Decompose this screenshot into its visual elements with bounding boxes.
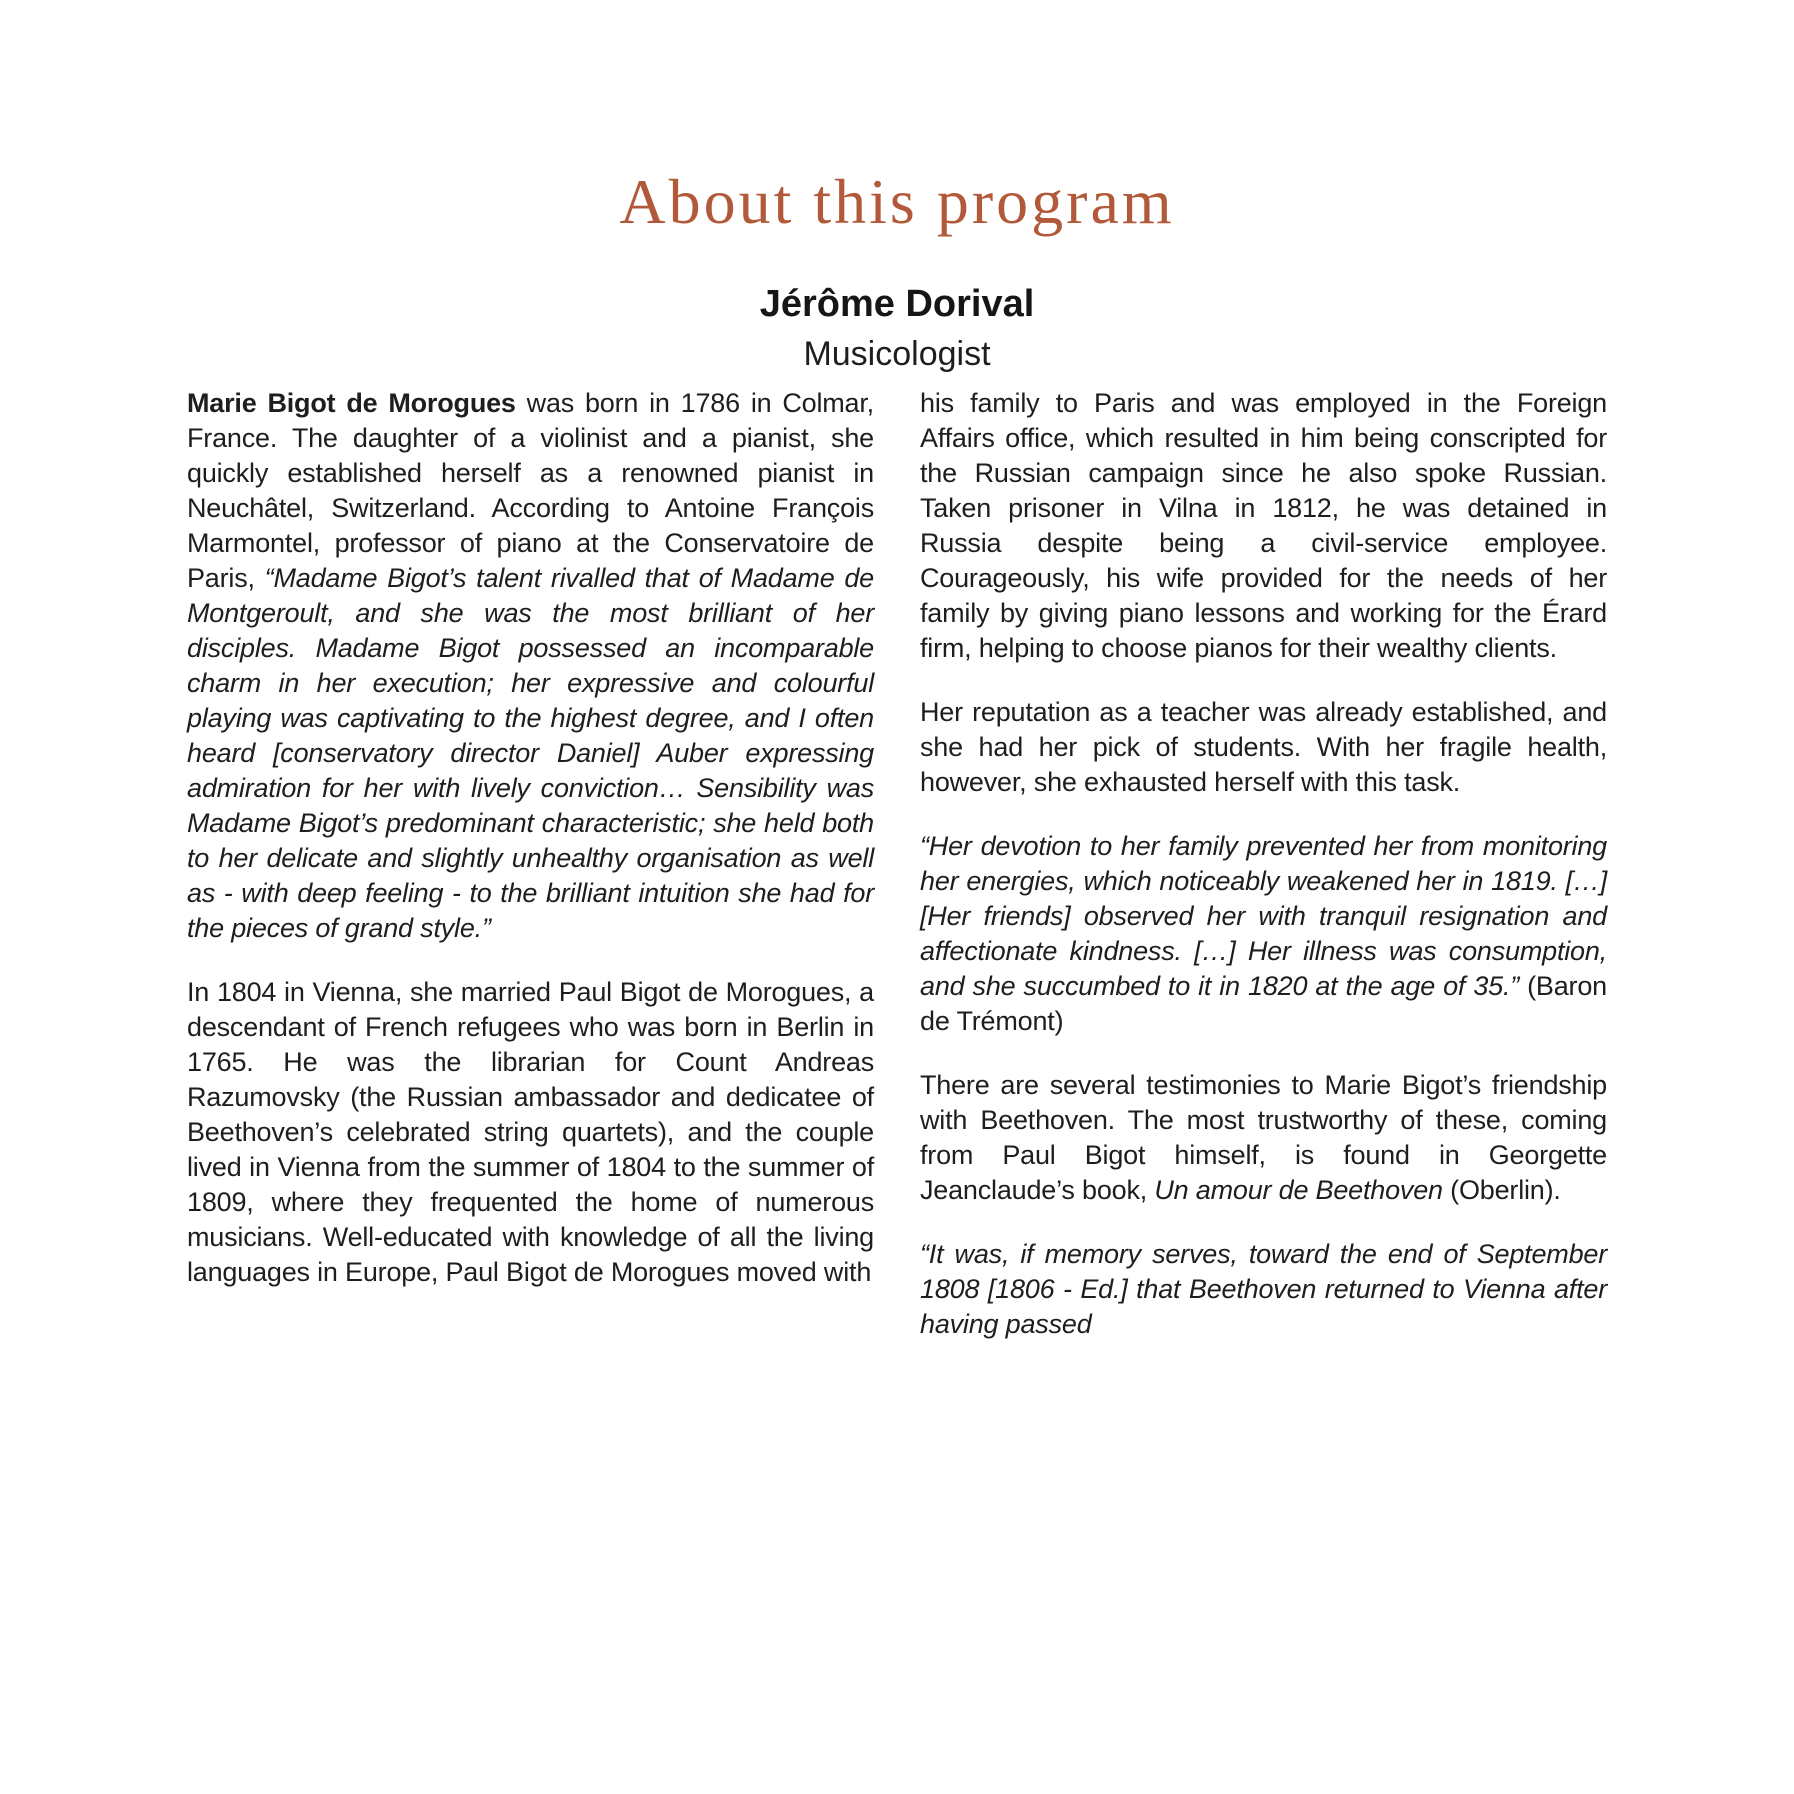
byline bbox=[0, 282, 1794, 374]
paragraph-paris-russia bbox=[920, 386, 1607, 666]
text-run: “Her devotion to her family prevented her from monitoring her energies, which noticeably weakened her in 1819. […] [Her friends] observed her with tranquil resignation and affectionate kindness. […] Her illness was consumption, and she succumbed to it in 1820 at the age of 35.” bbox=[920, 831, 1607, 1002]
header bbox=[0, 166, 1794, 374]
paragraph-bio-intro bbox=[187, 386, 874, 946]
text-run: In 1804 in Vienna, she married Paul Bigot de Morogues, a descendant of French refugees who was born in Berlin in 1765. He was the librarian for Count Andreas Razumovsky (the Russian ambassador and dedicatee of Beethoven’s celebrated string quartets), and the couple lived in Vienna from the summer of 1804 to the summer of 1809, where they frequented the home of numerous musicians. Well-educated with knowledge of all the living languages in Europe, Paul Bigot de Morogues moved with bbox=[187, 977, 874, 1288]
text-run: Marie Bigot de Morogues bbox=[187, 388, 516, 419]
column-right bbox=[920, 386, 1607, 1342]
paragraph-tremont-quote bbox=[920, 829, 1607, 1039]
text-run: Un amour de Beethoven bbox=[1154, 1175, 1443, 1206]
text-run: “It was, if memory serves, toward the end of September 1808 [1806 - Ed.] that Beethoven returned to Vienna after having passed bbox=[920, 1239, 1607, 1340]
paragraph-memory-quote bbox=[920, 1237, 1607, 1342]
byline-author-role: Musicologist bbox=[803, 334, 991, 373]
text-run: (Baron de Trémont) bbox=[920, 971, 1607, 1037]
text-run: Her reputation as a teacher was already established, and she had her pick of students. With her fragile health, however, she exhausted herself with this task. bbox=[920, 697, 1607, 798]
article-body bbox=[187, 386, 1607, 1342]
page-title: About this program bbox=[619, 166, 1175, 237]
column-left bbox=[187, 386, 874, 1342]
text-run: his family to Paris and was employed in the Foreign Affairs office, which resulted in him being conscripted for the Russian campaign since he also spoke Russian. Taken prisoner in Vilna in 1812, he was detained in Russia despite being a civil-service employee. Courageously, his wife provided for the needs of her family by giving piano lessons and working for the Érard firm, helping to choose pianos for their wealthy clients. bbox=[920, 388, 1607, 664]
text-run: “Madame Bigot’s talent rivalled that of Madame de Montgeroult, and she was the most brilliant of her disciples. Madame Bigot possessed an incomparable charm in her execution; her expressive and colourful playing was captivating to the highest degree, and I often heard [conservatory director Daniel] Auber expressing admiration for her with lively conviction… Sensibility was Madame Bigot’s predominant characteristic; she held both to her delicate and slightly unhealthy organisation as well as - with deep feeling - to the brilliant intuition she had for the pieces of grand style.” bbox=[187, 563, 874, 944]
text-run: (Oberlin). bbox=[1442, 1175, 1561, 1206]
text-run: was born in 1786 in Colmar, France. The daughter of a violinist and a pianist, she quickly established herself as a renowned pianist in Neuchâtel, Switzerland. According to Antoine François Marmontel, professor of piano at the Conservatoire de Paris, bbox=[187, 388, 874, 594]
paragraph-beethoven-testimonies bbox=[920, 1068, 1607, 1208]
text-run: There are several testimonies to Marie Bigot’s friendship with Beethoven. The most trustworthy of these, coming from Paul Bigot himself, is found in Georgette Jeanclaude’s book, bbox=[920, 1070, 1607, 1206]
article-columns bbox=[187, 386, 1607, 1342]
byline-author-name: Jérôme Dorival bbox=[759, 283, 1035, 325]
paragraph-teacher-reputation bbox=[920, 695, 1607, 800]
paragraph-marriage-vienna bbox=[187, 975, 874, 1290]
